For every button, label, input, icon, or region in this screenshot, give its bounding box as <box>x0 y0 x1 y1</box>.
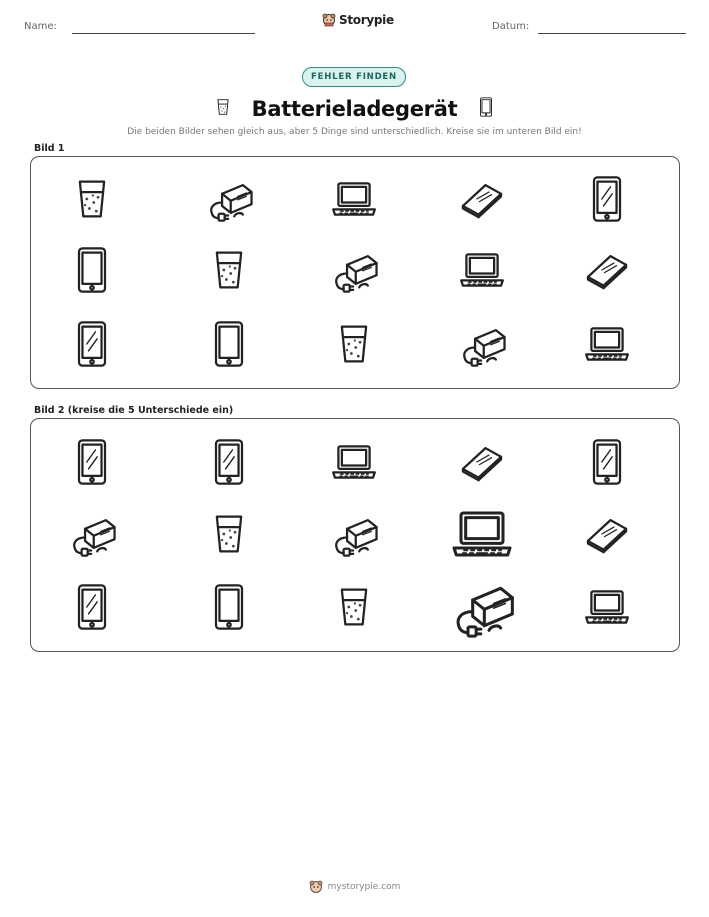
laptop-icon[interactable] <box>328 436 380 488</box>
laptop-icon[interactable] <box>581 581 633 633</box>
tablet-icon[interactable] <box>66 581 118 633</box>
picture2-panel[interactable] <box>30 418 680 652</box>
storypie-logo <box>322 13 394 27</box>
charger-icon[interactable] <box>328 508 380 560</box>
footer-url[interactable]: mystorypie.com <box>327 882 401 892</box>
category-badge: FEHLER FINDEN <box>302 67 406 87</box>
mascot-icon <box>309 880 323 894</box>
picture1-panel <box>30 156 680 389</box>
glass-icon <box>212 94 234 124</box>
charger-icon[interactable] <box>203 173 255 225</box>
tablet-blank-icon <box>475 92 497 126</box>
tablet-icon[interactable] <box>66 436 118 488</box>
laptop-icon[interactable] <box>447 499 517 569</box>
glass-icon[interactable] <box>328 581 380 633</box>
charger-icon[interactable] <box>456 318 508 370</box>
name-label: Name: <box>24 21 57 32</box>
name-line[interactable] <box>72 33 255 34</box>
page-title: Batterieladegerät <box>251 97 458 121</box>
title-row <box>0 92 709 126</box>
date-line[interactable] <box>538 33 686 34</box>
footer <box>0 880 709 894</box>
battery-pack-icon[interactable] <box>581 508 633 560</box>
picture2-label: Bild 2 (kreise die 5 Unterschiede ein) <box>34 405 234 416</box>
glass-icon[interactable] <box>203 244 255 296</box>
battery-pack-icon[interactable] <box>581 244 633 296</box>
instructions: Die beiden Bilder sehen gleich aus, aber 5 Dinge sind unterschiedlich. Kreise sie im unteren Bild ein! <box>127 127 582 137</box>
battery-pack-icon[interactable] <box>456 436 508 488</box>
brand-name: Storypie <box>339 13 394 27</box>
laptop-icon[interactable] <box>328 173 380 225</box>
glass-icon[interactable] <box>328 318 380 370</box>
picture1-label: Bild 1 <box>34 143 65 154</box>
charger-icon[interactable] <box>66 508 118 560</box>
charger-icon[interactable] <box>447 572 517 642</box>
date-label: Datum: <box>492 21 530 32</box>
tablet-blank-icon[interactable] <box>203 581 255 633</box>
mascot-icon <box>322 13 336 27</box>
laptop-icon[interactable] <box>581 318 633 370</box>
battery-pack-icon[interactable] <box>456 173 508 225</box>
glass-icon[interactable] <box>66 173 118 225</box>
tablet-blank-icon[interactable] <box>203 318 255 370</box>
tablet-icon[interactable] <box>581 173 633 225</box>
tablet-icon[interactable] <box>66 318 118 370</box>
tablet-icon[interactable] <box>581 436 633 488</box>
tablet-icon[interactable] <box>203 436 255 488</box>
charger-icon[interactable] <box>328 244 380 296</box>
glass-icon[interactable] <box>203 508 255 560</box>
tablet-blank-icon[interactable] <box>66 244 118 296</box>
laptop-icon[interactable] <box>456 244 508 296</box>
